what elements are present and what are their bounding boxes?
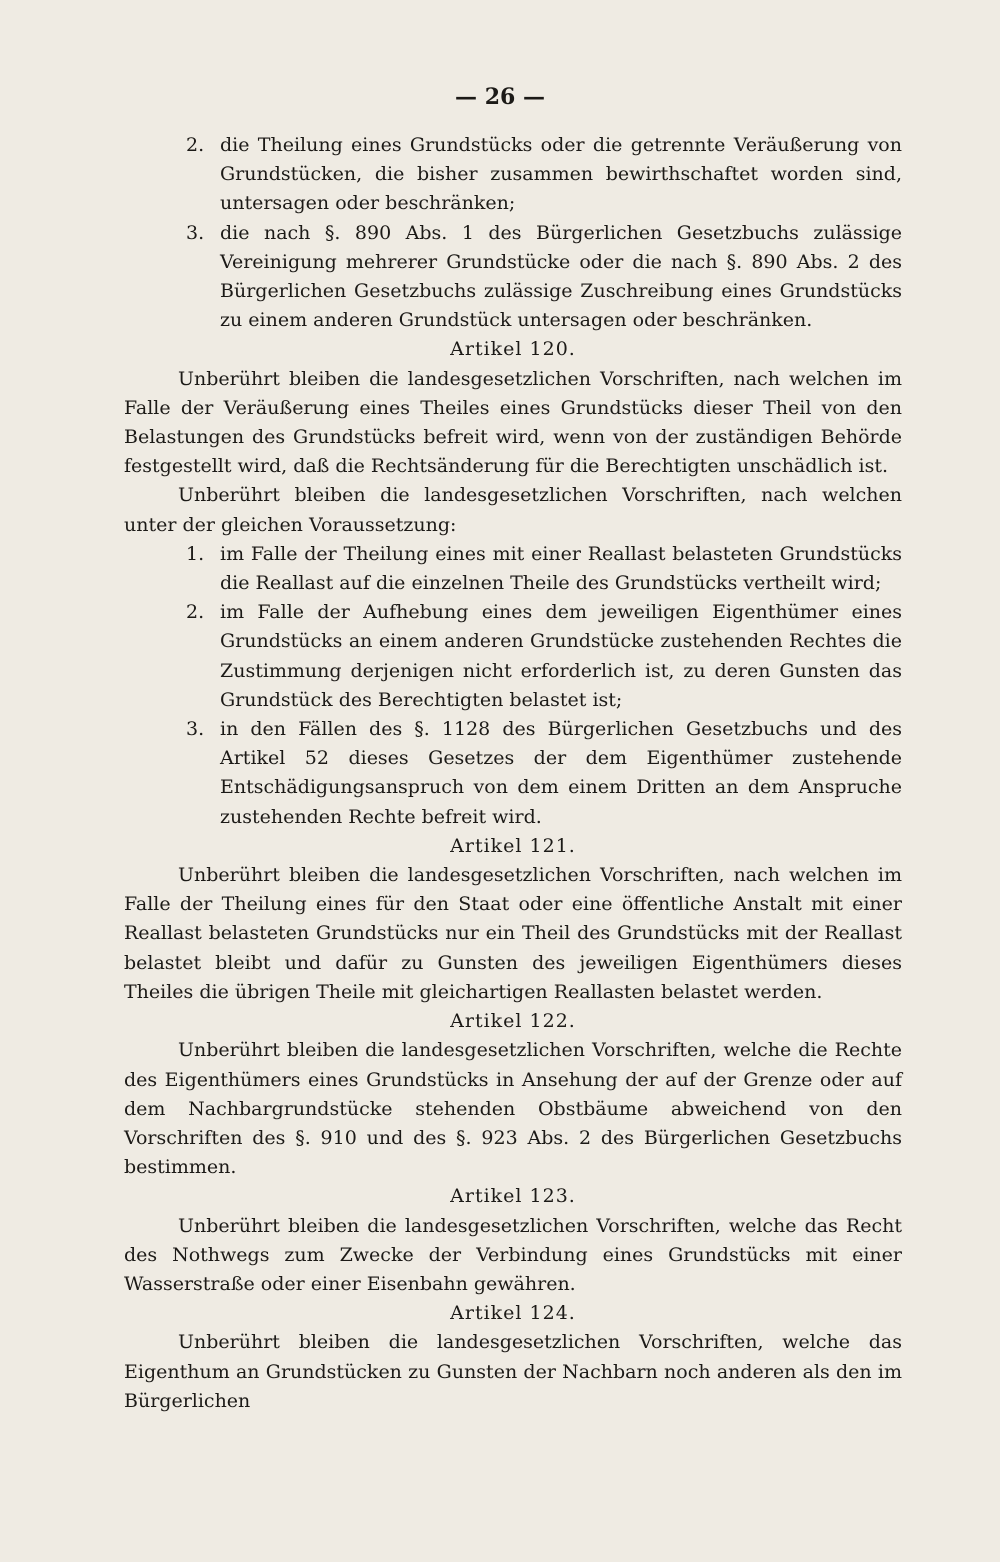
list-item-text: im Falle der Theilung eines mit einer Reallast belasteten Grundstücks die Reallast auf die einzelnen Theile des Grundstücks vertheilt wird; <box>220 542 902 595</box>
list-item-text: in den Fällen des §. 1128 des Bürgerlichen Gesetzbuchs und des Artikel 52 dieses Gesetzes der dem Eigenthümer zustehende Entschädigungsanspruch von dem einem Dritten an dem Anspruche zustehenden Rechte befreit wird. <box>220 718 902 828</box>
list-item-number: 3. <box>186 221 205 244</box>
page-body <box>124 131 902 1416</box>
paragraph: Unberührt bleiben die landesgesetzlichen Vorschriften, nach welchen im Falle der Theilung eines für den Staat oder eine öffentliche Anstalt mit einer Reallast belasteten Grundstücks nur ein Theil des Grundstücks mit der Reallast belastet bleibt und dafür zu Gunsten des jeweiligen Eigenthümers dieses Theiles die übrigen Theile mit gleichartigen Reallasten belastet werden. <box>124 864 902 1003</box>
paragraph: Unberührt bleiben die landesgesetzlichen Vorschriften, nach welchen im Falle der Veräußerung eines Theiles eines Grundstücks dieser Theil von den Belastungen des Grundstücks befreit wird, wenn von der zuständigen Behörde festgestellt wird, daß die Rechtsänderung für die Berechtigten unschädlich ist. <box>124 367 902 478</box>
paragraph: Unberührt bleiben die landesgesetzlichen Vorschriften, nach welchen unter der gleichen Voraussetzung: <box>124 484 902 536</box>
article-heading: Artikel 122. <box>450 1010 576 1033</box>
paragraph: Unberührt bleiben die landesgesetzlichen Vorschriften, welche die Rechte des Eigenthümers eines Grundstücks in Ansehung der auf der Grenze oder auf dem Nachbargrundstücke stehenden Obstbäume abweichend von den Vorschriften des §. 910 und des §. 923 Abs. 2 des Bürgerlichen Gesetzbuchs bestimmen. <box>124 1039 902 1179</box>
article-heading: Artikel 120. <box>450 338 576 361</box>
list-item <box>124 715 902 832</box>
list-item-text: die Theilung eines Grundstücks oder die getrennte Veräußerung von Grundstücken, die bisher zusammen bewirthschaftet worden sind, untersagen oder beschränken; <box>220 134 902 215</box>
list-item-number: 3. <box>186 718 205 741</box>
list-item-number: 2. <box>186 134 205 156</box>
list-item <box>124 131 902 219</box>
list-item <box>124 219 902 336</box>
list-item <box>124 598 902 715</box>
article-heading: Artikel 123. <box>450 1185 576 1208</box>
page-number: — 26 — <box>455 84 545 110</box>
paragraph: Unberührt bleiben die landesgesetzlichen Vorschriften, welche das Recht des Nothwegs zum Zwecke der Verbindung eines Grundstücks mit einer Wasserstraße oder einer Eisenbahn gewähren. <box>124 1214 902 1295</box>
article-heading: Artikel 124. <box>450 1302 576 1325</box>
list-item-number: 1. <box>186 542 205 565</box>
list-item-text: im Falle der Aufhebung eines dem jeweiligen Eigenthümer eines Grundstücks an einem anderen Grundstücke zustehenden Rechtes die Zustimmung derjenigen nicht erforderlich ist, zu deren Gunsten das Grundstück des Berechtigten belastet ist; <box>220 601 902 711</box>
list-item <box>124 540 902 598</box>
paragraph: Unberührt bleiben die landesgesetzlichen Vorschriften, welche das Eigenthum an Grundstücken zu Gunsten der Nachbarn noch anderen als den im Bürgerlichen <box>124 1331 902 1412</box>
article-heading: Artikel 121. <box>450 834 576 857</box>
list-item-text: die nach §. 890 Abs. 1 des Bürgerlichen Gesetzbuchs zulässige Vereinigung mehrerer Grundstücke oder die nach §. 890 Abs. 2 des Bürgerlichen Gesetzbuchs zulässige Zuschreibung eines Grundstücks zu einem anderen Grundstück untersagen oder beschränken. <box>220 221 902 332</box>
list-item-number: 2. <box>186 601 205 624</box>
